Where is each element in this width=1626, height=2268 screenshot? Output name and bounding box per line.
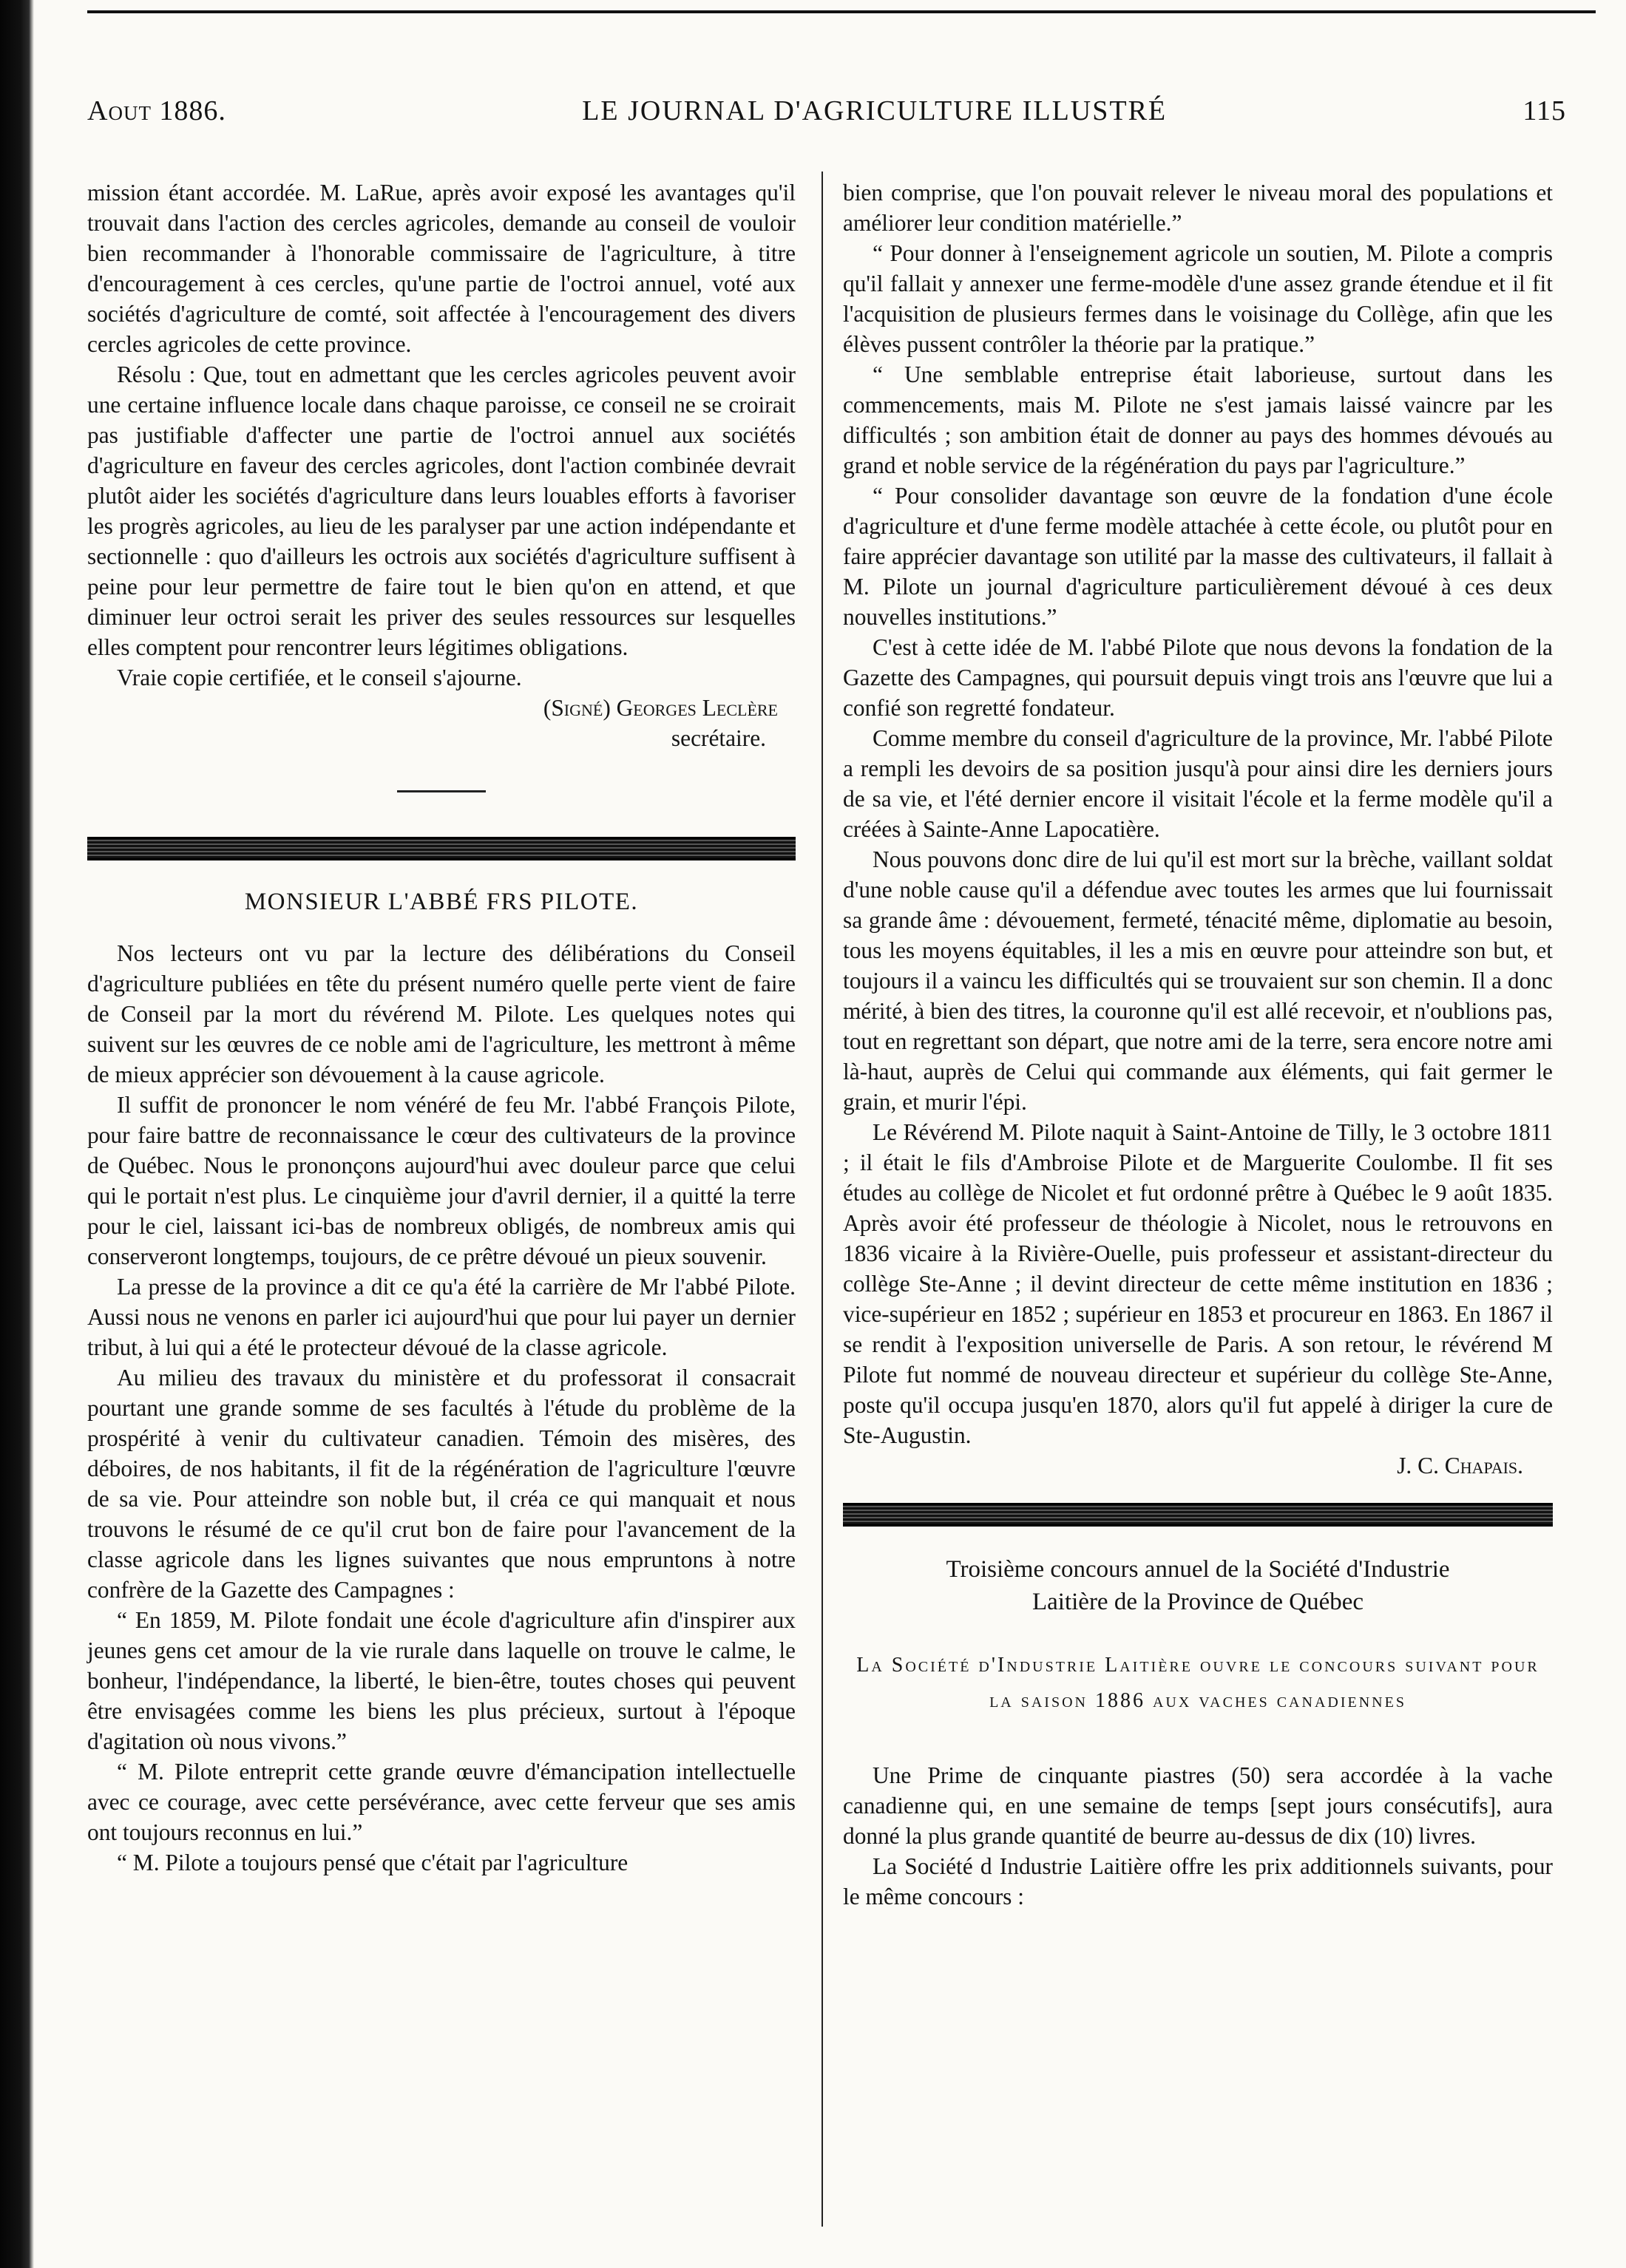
article-paragraph: C'est à cette idée de M. l'abbé Pilote que nous devons la fondation de la Gazette des Campagnes, qui poursuit depuis vingt trois ans l'œuvre que lui a confié son regretté fondateur. <box>843 634 1553 721</box>
article-author: J. C. Chapais. <box>1397 1453 1523 1478</box>
right-column <box>843 177 1553 1912</box>
article-paragraph: “ M. Pilote a toujours pensé que c'était par l'agriculture <box>117 1850 629 1875</box>
contest-paragraph: La Société d Industrie Laitière offre les prix additionnels suivants, pour le même concours : <box>843 1853 1553 1909</box>
certification-line: Vraie copie certifiée, et le conseil s'ajourne. <box>117 665 522 690</box>
contest-title-line: Laitière de la Province de Québec <box>1032 1589 1364 1615</box>
intro-paragraph: mission étant accordée. M. LaRue, après avoir exposé les avantages qu'il trouvait dans l'action des cercles agricoles, demande au conseil de vouloir bien recommander à l'honorable commissaire de l'agriculture, à titre d'encouragement à ces cercles, qu'une partie de l'octroi annuel, voté aux sociétés d'agriculture de comté, soit affectée à l'encouragement des divers cercles agricoles de cette province. <box>87 180 796 357</box>
article-paragraph: Il suffit de prononcer le nom vénéré de feu Mr. l'abbé François Pilote, pour faire battre de reconnaissance le cœur des cultivateurs de la province de Québec. Nous le prononçons aujourd'hui avec douleur parce que celui qui le portait n'est plus. Le cinquième jour d'avril dernier, il a quitté la terre pour le ciel, laissant ici-bas de nombreux obligés, de nombreux amis qui conserveront longtemps, toujours, de ce prêtre dévoué un pieux souvenir. <box>87 1092 796 1269</box>
article-paragraph: “ En 1859, M. Pilote fondait une école d'agriculture afin d'inspirer aux jeunes gens cet amour de la vie rurale dans laquelle on trouve le calme, le bonheur, l'indépendance, la liberté, le bien-être, toutes choses qui peuvent être envisagées comme les biens les plus précieux, surtout à l'époque d'agitation où nous vivons.” <box>87 1607 796 1754</box>
contest-paragraph: Une Prime de cinquante piastres (50) sera accordée à la vache canadienne qui, en une semaine de temps [sept jours consécutifs], aura donné la plus grande quantité de beurre au-dessus de dix (10) livres. <box>843 1762 1553 1849</box>
contest-title <box>843 1553 1553 1618</box>
article-paragraph: Le Révérend M. Pilote naquit à Saint-Antoine de Tilly, le 3 octobre 1811 ; il était le fils d'Ambroise Pilote et de Marguerite Coulombe. Il fit ses études au collège de Nicolet et fut ordonné prêtre à Québec le 9 août 1835. Après avoir été professeur de théologie à Nicolet, nous le retrouvons en 1836 vicaire à la Rivière-Ouelle, puis professeur et assistant-directeur du collège Ste-Anne ; il devint directeur de cette même institution en 1836 ; vice-supérieur en 1852 ; supérieur en 1853 et procureur en 1863. En 1867 il se rendit à l'exposition universelle de Paris. A son retour, le révérend M Pilote fut nommé de nouveau directeur et supérieur du collège Ste-Anne, poste qu'il occupa jusqu'en 1870, alors qu'il fut appelé à diriger la cure de Ste-Augustin. <box>843 1119 1553 1448</box>
section-banner <box>87 837 796 860</box>
contest-title-line: Troisième concours annuel de la Société d'Industrie <box>946 1556 1450 1583</box>
article-paragraph: Nos lecteurs ont vu par la lecture des délibérations du Conseil d'agriculture publiées en tête du présent numéro quelle perte vient de faire de Conseil par la mort du révérend M. Pilote. Les quelques notes qui suivent sur les œuvres de ce noble ami de l'agriculture, les mettront à même de mieux apprécier son dévouement à la cause agricole. <box>87 940 796 1087</box>
article-paragraph: “ Pour donner à l'enseignement agricole un soutien, M. Pilote a compris qu'il fallait y annexer une ferme-modèle d'une assez grande étendue et il fit l'acquisition de plusieurs fermes dans le voisinage du Collège, afin que les élèves pussent contrôler la théorie par la pratique.” <box>843 240 1553 357</box>
article-paragraph: “ Une semblable entreprise était laborieuse, surtout dans les commencements, mais M. Pilote ne s'est jamais laissé vaincre par les difficultés ; son ambition était de donner au pays des hommes dévoués au grand et noble service de la régénération du pays par l'agriculture.” <box>843 361 1553 478</box>
article-paragraph: bien comprise, que l'on pouvait relever le niveau moral des populations et améliorer leur condition matérielle.” <box>843 180 1553 236</box>
article-paragraph: Au milieu des travaux du ministère et du professorat il consacrait pourtant une grande somme de ses facultés à l'étude du problème de la prospérité à venir du cultivateur canadien. Témoin des misères, des déboires, de nos habitants, il fit de la régénération de l'agriculture l'œuvre de sa vie. Pour atteindre son noble but, il créa ce qui manquait et nous trouvons le résumé de ce qu'il crut bon de faire pour l'avancement de la classe agricole dans les lignes suivantes que nous empruntons à notre confrère de la Gazette des Campagnes : <box>87 1365 796 1603</box>
page-header <box>87 95 1566 139</box>
top-rule <box>87 10 1596 13</box>
article-paragraph: Nous pouvons donc dire de lui qu'il est mort sur la brèche, vaillant soldat d'une noble cause qu'il a défendue avec toutes les armes que lui fournissait sa grande âme : dévouement, fermeté, ténacité même, diplomatie au besoin, tous les moyens équitables, il les a mis en œuvre pour atteindre son but, et toujours il a vaincu les difficultés qui se trouvaient sur son chemin. Il a donc mérité, à bien des titres, la couronne qu'il est allé recevoir, et n'oublions pas, tout en regrettant son départ, que notre ami de la terre, sera encore notre ami là-haut, auprès de Celui qui commande aux éléments, qui fait germer le grain, et murir l'épi. <box>843 846 1553 1115</box>
contest-subtitle: La Société d'Industrie Laitière ouvre le concours suivant pour la saison 1886 aux vaches canadiennes <box>856 1654 1539 1712</box>
page-binding-edge <box>0 0 34 2268</box>
signature: (Signé) Georges Leclère <box>543 695 778 721</box>
signature-role: secrétaire. <box>671 725 766 751</box>
article-paragraph: “ Pour consolider davantage son œuvre de la fondation d'une école d'agriculture et d'une ferme modèle attachée à cette école, ou plutôt pour en faire apprécier davantage son utilité par la masse des cultivateurs, il fallait à M. Pilote un journal d'agriculture particulièrement dévoué à ces deux nouvelles institutions.” <box>843 483 1553 630</box>
journal-title: LE JOURNAL D'AGRICULTURE ILLUSTRÉ <box>582 95 1168 126</box>
left-column <box>87 177 796 1878</box>
article-paragraph: La presse de la province a dit ce qu'a été la carrière de Mr l'abbé Pilote. Aussi nous ne venons en parler ici aujourd'hui que pour lui payer un dernier tribut, à lui qui a été le protecteur dévoué de la classe agricole. <box>87 1274 796 1360</box>
article-title: MONSIEUR L'ABBÉ FRS PILOTE. <box>244 889 639 915</box>
column-divider <box>822 172 823 2227</box>
separator-rule <box>397 790 486 792</box>
page-number: 115 <box>1522 95 1566 126</box>
article-paragraph: Comme membre du conseil d'agriculture de la province, Mr. l'abbé Pilote a rempli les devoirs de sa position jusqu'à pour ainsi dire les derniers jours de sa vie, et l'été dernier encore il visitait l'école et la ferme modèle qu'il a créées à Sainte-Anne Lapocatière. <box>843 725 1553 842</box>
section-banner <box>843 1503 1553 1527</box>
resolution-paragraph: Résolu : Que, tout en admettant que les cercles agricoles peuvent avoir une certaine influence locale dans chaque paroisse, ce conseil ne se croirait pas justifiable d'affecter une partie de l'octroi annuel aux sociétés d'agriculture en faveur des cercles agricoles, dont l'action combinée devrait plutôt aider les sociétés d'agriculture dans leurs louables efforts à favoriser les progrès agricoles, au lieu de les paralyser par une action indépendante et sectionnelle : quo d'ailleurs les octrois aux sociétés d'agriculture suffisent à peine pour leur permettre de faire tout le bien qu'on en attend, et que diminuer leur octroi serait les priver des seules ressources sur lesquelles elles comptent pour rencontrer leurs légitimes obligations. <box>87 361 796 660</box>
issue-date: Aout 1886. <box>87 95 226 126</box>
article-paragraph: “ M. Pilote entreprit cette grande œuvre d'émancipation intellectuelle avec ce courage, avec cette persévérance, avec cette ferveur que ses amis ont toujours reconnus en lui.” <box>87 1759 796 1845</box>
